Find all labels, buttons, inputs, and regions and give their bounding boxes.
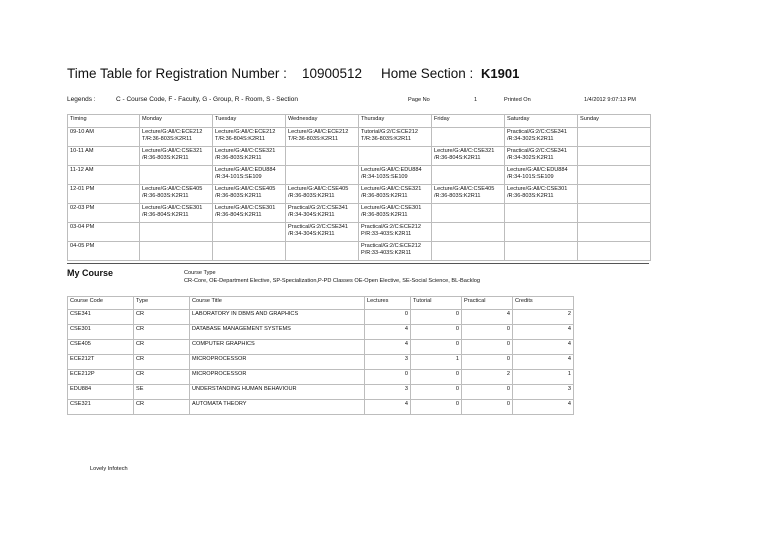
course-table (67, 296, 574, 415)
course-row (68, 400, 574, 415)
section-divider (67, 263, 649, 264)
timetable-slot-cell (140, 223, 213, 242)
timetable-header-row (68, 115, 651, 128)
course-cell: CR (134, 370, 190, 385)
timetable-row (68, 204, 651, 223)
timetable-row (68, 185, 651, 204)
timetable-slot-cell: Lecture/G:All/C:CSE321 /R:36-804S:K2R11 (432, 147, 505, 166)
course-cell: 0 (365, 370, 411, 385)
course-header-cell: Practical (462, 297, 513, 310)
course-cell: ECE212P (68, 370, 134, 385)
timetable-slot-cell: Practical/G:2/C:CSE341 /R:34-304S:K2R11 (286, 223, 359, 242)
course-cell: 0 (365, 310, 411, 325)
timetable-timing-cell: 03-04 PM (68, 223, 140, 242)
timetable (67, 114, 651, 261)
course-cell: SE (134, 385, 190, 400)
course-cell: 3 (365, 385, 411, 400)
timetable-slot-cell (140, 166, 213, 185)
course-cell: 0 (462, 400, 513, 415)
timetable-slot-cell (359, 147, 432, 166)
timetable-slot-cell: Lecture/G:All/C:CSE301 /R:36-804S:K2R11 (140, 204, 213, 223)
title-label: Time Table for Registration Number : (67, 66, 287, 81)
timetable-slot-cell: Lecture/G:All/C:CSE405 /R:36-803S:K2R11 (213, 185, 286, 204)
course-cell: 4 (365, 340, 411, 355)
course-cell: 3 (365, 355, 411, 370)
timetable-slot-cell (578, 166, 651, 185)
timetable-slot-cell: Lecture/G:All/C:CSE405 /R:36-803S:K2R11 (432, 185, 505, 204)
timetable-slot-cell: Lecture/G:All/C:CSE321 /R:36-803S:K2R11 (359, 185, 432, 204)
timetable-slot-cell: Lecture/G:All/C:ECE212 T/R:36-803S:K2R11 (140, 128, 213, 147)
timetable-slot-cell (505, 204, 578, 223)
course-cell: CSE341 (68, 310, 134, 325)
course-cell: CR (134, 400, 190, 415)
timetable-slot-cell: Practical/G:2/C:CSE341 /R:34-302S:K2R11 (505, 147, 578, 166)
course-cell: 0 (411, 340, 462, 355)
timetable-header-cell: Timing (68, 115, 140, 128)
timetable-slot-cell: Lecture/G:All/C:CSE301 /R:36-804S:K2R11 (213, 204, 286, 223)
timetable-slot-cell (578, 147, 651, 166)
course-cell: CR (134, 340, 190, 355)
timetable-row (68, 128, 651, 147)
course-cell: 1 (513, 370, 574, 385)
course-cell: 0 (462, 340, 513, 355)
timetable-slot-cell: Lecture/G:All/C:CSE405 /R:36-803S:K2R11 (140, 185, 213, 204)
registration-number: 10900512 (302, 66, 363, 81)
timetable-slot-cell (213, 242, 286, 261)
page-no-label: Page No (408, 97, 430, 103)
course-cell: CSE301 (68, 325, 134, 340)
timetable-slot-cell (432, 242, 505, 261)
course-cell: 4 (513, 340, 574, 355)
timetable-slot-cell: Lecture/G:All/C:CSE321 /R:36-803S:K2R11 (213, 147, 286, 166)
timetable-slot-cell: Lecture/G:All/C:CSE405 /R:36-803S:K2R11 (286, 185, 359, 204)
timetable-slot-cell: Lecture/G:All/C:ECE212 T/R:36-804S:K2R11 (213, 128, 286, 147)
legend-text: C - Course Code, F - Faculty, G - Group, R - Room, S - Section (116, 96, 298, 103)
timetable-header-cell: Wednesday (286, 115, 359, 128)
timetable-timing-cell: 04-05 PM (68, 242, 140, 261)
course-cell: 3 (513, 385, 574, 400)
page-title (67, 66, 520, 81)
course-header-cell: Type (134, 297, 190, 310)
course-cell: 4 (365, 325, 411, 340)
course-cell: CSE321 (68, 400, 134, 415)
timetable-slot-cell (432, 223, 505, 242)
course-header-cell: Tutorial (411, 297, 462, 310)
timetable-slot-cell (578, 128, 651, 147)
course-cell: MICROPROCESSOR (190, 370, 365, 385)
course-cell: 4 (462, 310, 513, 325)
course-cell: LABORATORY IN DBMS AND GRAPHICS (190, 310, 365, 325)
timetable-header-cell: Saturday (505, 115, 578, 128)
course-cell: CR (134, 355, 190, 370)
home-section-label: Home Section : (381, 66, 474, 81)
timetable-slot-cell (286, 242, 359, 261)
timetable-slot-cell: Practical/G:2/C:CSE341 /R:34-302S:K2R11 (505, 128, 578, 147)
course-cell: 4 (513, 355, 574, 370)
timetable-slot-cell: Practical/G:2/C:CSE341 /R:34-304S:K2R11 (286, 204, 359, 223)
timetable-slot-cell: Lecture/G:All/C:ECE212 T/R:36-803S:K2R11 (286, 128, 359, 147)
timetable-header-cell: Monday (140, 115, 213, 128)
timetable-slot-cell: Lecture/G:All/C:CSE301 /R:36-803S:K2R11 (505, 185, 578, 204)
course-cell: 4 (513, 400, 574, 415)
timetable-row (68, 166, 651, 185)
timetable-slot-cell (213, 223, 286, 242)
timetable-slot-cell (432, 128, 505, 147)
timetable-slot-cell (286, 166, 359, 185)
course-cell: 0 (411, 310, 462, 325)
course-cell: 1 (411, 355, 462, 370)
footer-text: Lovely Infotech (90, 466, 128, 472)
timetable-slot-cell: Practical/G:2/C:ECE212 P/R:33-403S:K2R11 (359, 242, 432, 261)
course-type-text: CR-Core, OE-Department Elective, SP-Specialization,P-PD Classes OE-Open Elective, SE-Social Science, BL-Backlog (184, 277, 480, 284)
timetable-slot-cell (578, 185, 651, 204)
course-row (68, 355, 574, 370)
course-header-row (68, 297, 574, 310)
timetable-slot-cell: Lecture/G:All/C:CSE301 /R:36-803S:K2R11 (359, 204, 432, 223)
timetable-slot-cell (432, 204, 505, 223)
course-row (68, 310, 574, 325)
timetable-slot-cell (286, 147, 359, 166)
course-row (68, 325, 574, 340)
course-type-label: Course Type (184, 270, 216, 276)
timetable-slot-cell: Practical/G:2/C:ECE212 P/R:33-403S:K2R11 (359, 223, 432, 242)
course-header-cell: Lectures (365, 297, 411, 310)
timetable-row (68, 147, 651, 166)
timetable-slot-cell: Lecture/G:All/C:CSE321 /R:36-803S:K2R11 (140, 147, 213, 166)
course-cell: CR (134, 310, 190, 325)
timetable-slot-cell (140, 242, 213, 261)
timetable-slot-cell (578, 242, 651, 261)
course-cell: 2 (462, 370, 513, 385)
course-header-cell: Credits (513, 297, 574, 310)
timetable-row (68, 242, 651, 261)
course-cell: CSE405 (68, 340, 134, 355)
page-no-value: 1 (474, 97, 478, 103)
timetable-timing-cell: 09-10 AM (68, 128, 140, 147)
course-cell: 4 (365, 400, 411, 415)
course-cell: EDU884 (68, 385, 134, 400)
course-cell: ECE212T (68, 355, 134, 370)
course-cell: DATABASE MANAGEMENT SYSTEMS (190, 325, 365, 340)
course-header-cell: Course Title (190, 297, 365, 310)
printed-on-value: 1/4/2012 9:07:13 PM (584, 97, 636, 103)
course-cell: CR (134, 325, 190, 340)
timetable-header-cell: Thursday (359, 115, 432, 128)
course-cell: 0 (462, 385, 513, 400)
timetable-timing-cell: 02-03 PM (68, 204, 140, 223)
course-cell: 0 (462, 325, 513, 340)
course-cell: 0 (462, 355, 513, 370)
course-cell: 2 (513, 310, 574, 325)
timetable-timing-cell: 12-01 PM (68, 185, 140, 204)
timetable-timing-cell: 11-12 AM (68, 166, 140, 185)
timetable-header-cell: Friday (432, 115, 505, 128)
timetable-timing-cell: 10-11 AM (68, 147, 140, 166)
course-header-cell: Course Code (68, 297, 134, 310)
timetable-slot-cell: Tutorial/G:2/C:ECE212 T/R:36-803S:K2R11 (359, 128, 432, 147)
course-cell: 0 (411, 385, 462, 400)
timetable-slot-cell: Lecture/G:All/C:EDU884 /R:34-101S:SE109 (505, 166, 578, 185)
course-row (68, 370, 574, 385)
home-section-value: K1901 (481, 66, 520, 81)
course-cell: AUTOMATA THEORY (190, 400, 365, 415)
course-cell: MICROPROCESSOR (190, 355, 365, 370)
timetable-header-cell: Sunday (578, 115, 651, 128)
my-course-title: My Course (67, 268, 114, 278)
timetable-slot-cell (578, 223, 651, 242)
timetable-slot-cell (505, 242, 578, 261)
legend-label: Legends : (67, 96, 96, 103)
timetable-slot-cell (432, 166, 505, 185)
printed-on-label: Printed On (504, 97, 531, 103)
timetable-slot-cell: Lecture/G:All/C:EDU884 /R:34-103S:SE109 (359, 166, 432, 185)
course-cell: 0 (411, 400, 462, 415)
course-row (68, 340, 574, 355)
timetable-slot-cell (578, 204, 651, 223)
course-type-legend (184, 270, 480, 285)
course-cell: 0 (411, 370, 462, 385)
timetable-slot-cell (505, 223, 578, 242)
timetable-header-cell: Tuesday (213, 115, 286, 128)
timetable-slot-cell: Lecture/G:All/C:EDU884 /R:34-101S:SE109 (213, 166, 286, 185)
course-row (68, 385, 574, 400)
timetable-row (68, 223, 651, 242)
course-cell: 4 (513, 325, 574, 340)
course-cell: 0 (411, 325, 462, 340)
course-cell: UNDERSTANDING HUMAN BEHAVIOUR (190, 385, 365, 400)
course-cell: COMPUTER GRAPHICS (190, 340, 365, 355)
